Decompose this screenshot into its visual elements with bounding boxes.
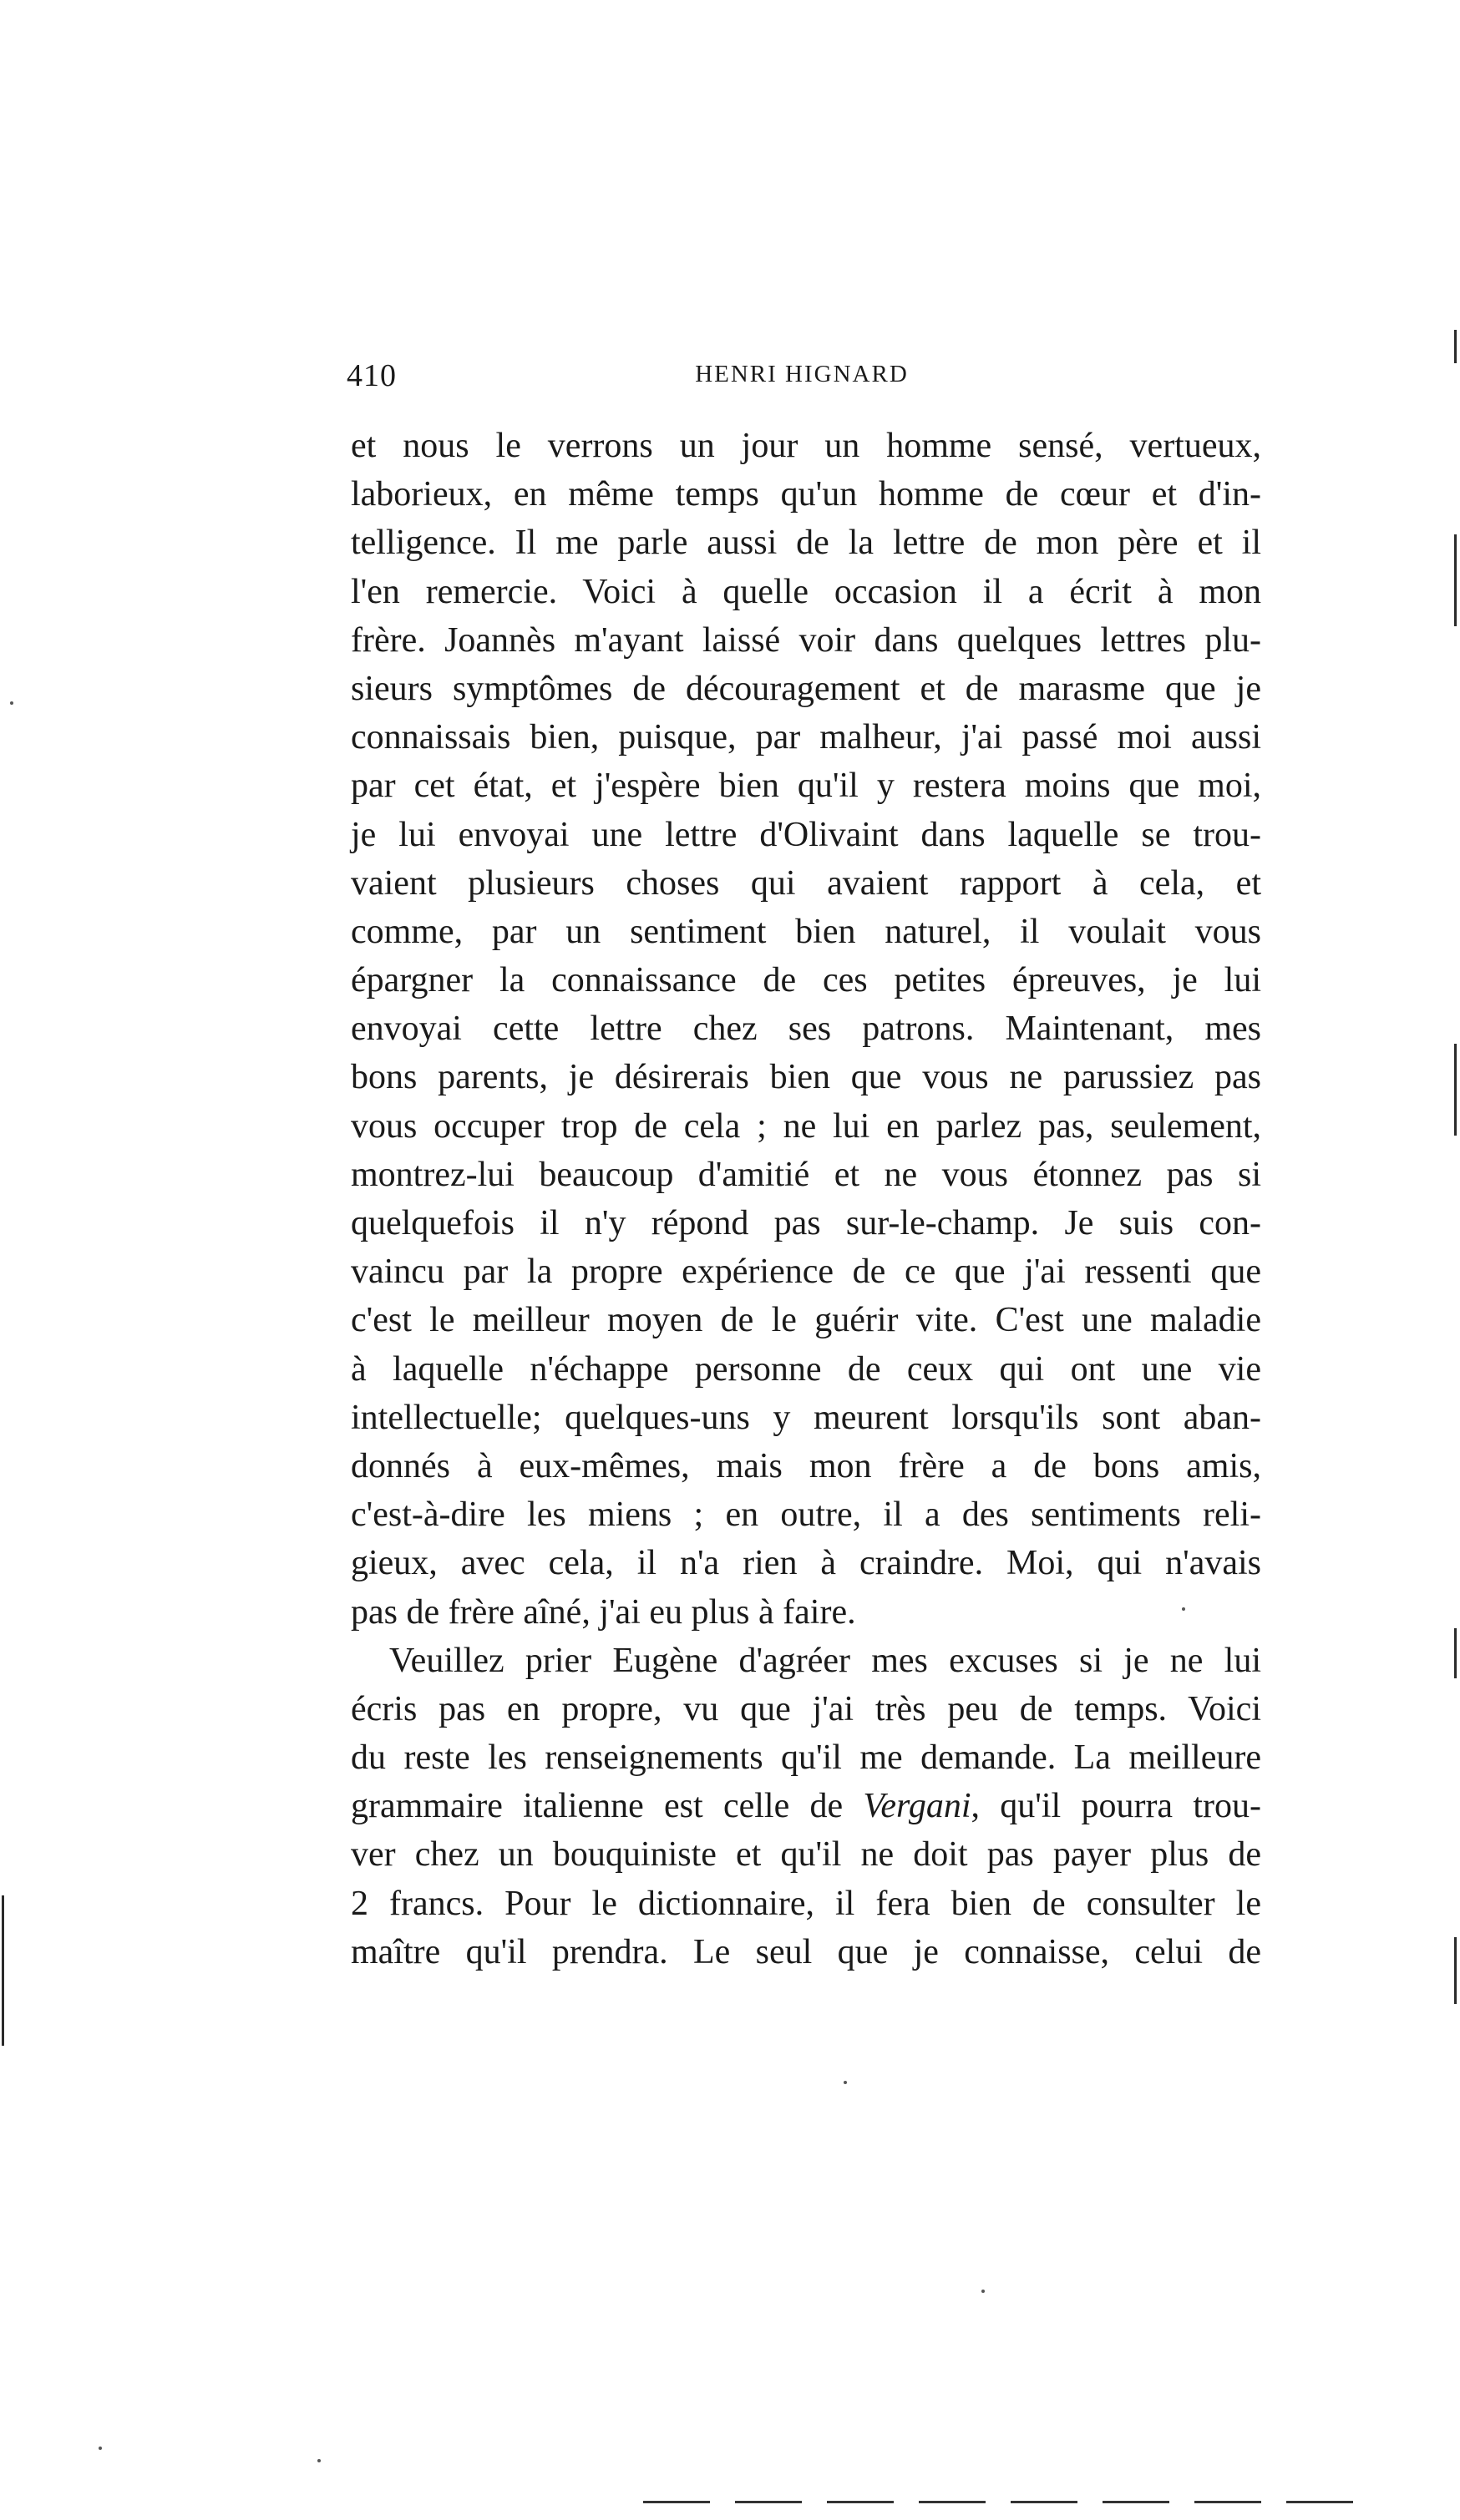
text-line: montrez-lui beaucoup d'amitié et ne vous étonnez pas si [351, 1155, 1261, 1194]
scan-speck [10, 701, 13, 705]
text-line: du reste les renseignements qu'il me demande. La meilleure [351, 1738, 1261, 1778]
text-line: épargner la connaissance de ces petites épreuves, je lui [351, 961, 1261, 1000]
text-line: bons parents, je désirerais bien que vous ne parussiez pas [351, 1058, 1261, 1097]
text-line: laborieux, en même temps qu'un homme de cœur et d'in- [351, 475, 1261, 514]
text-line: telligence. Il me parle aussi de la lettre de mon père et il [351, 524, 1261, 563]
paragraph-start-line: Veuillez prier Eugène d'agréer mes excuses si je ne lui [389, 1641, 1261, 1680]
text-line: maître qu'il prendra. Le seul que je connaisse, celui de [351, 1932, 1261, 1971]
line-text: grammaire italienne est celle de [351, 1787, 864, 1826]
text-line: vous occuper trop de cela ; ne lui en parlez pas, seulement, [351, 1106, 1261, 1146]
text-line: et nous le verrons un jour un homme sensé, vertueux, [351, 427, 1261, 465]
page-header [347, 357, 1265, 399]
text-line: ver chez un bouquiniste et qu'il ne doit pas payer plus de [351, 1835, 1261, 1875]
text-line: 2 francs. Pour le dictionnaire, il fera bien de consulter le [351, 1884, 1261, 1923]
running-head: HENRI HIGNARD [695, 361, 909, 387]
scan-speck [99, 2447, 102, 2450]
scan-speck [844, 2081, 847, 2084]
paragraph-end-line: pas de frère aîné, j'ai eu plus à faire. [351, 1592, 856, 1632]
text-line: c'est le meilleur moyen de le guérir vite. C'est une maladie [351, 1301, 1261, 1340]
italic-title: Vergani [863, 1787, 971, 1826]
scan-speck [981, 2290, 985, 2293]
scan-edge-mark [1454, 330, 1457, 363]
text-line: frère. Joannès m'ayant laissé voir dans quelques lettres plu- [351, 620, 1261, 660]
scan-edge-mark [1454, 1628, 1457, 1678]
text-line: écris pas en propre, vu que j'ai très peu de temps. Voici [351, 1689, 1261, 1728]
text-line: intellectuelle; quelques-uns y meurent lorsqu'ils sont aban- [351, 1398, 1261, 1437]
body-text [351, 422, 1261, 1976]
scan-edge-mark [2, 1895, 4, 2046]
text-line: envoyai cette lettre chez ses patrons. Maintenant, mes [351, 1010, 1261, 1049]
scan-speck [317, 2459, 321, 2462]
text-line: connaissais bien, puisque, par malheur, j'ai passé moi aussi [351, 718, 1261, 757]
scan-speck [1182, 1607, 1185, 1611]
text-line: je lui envoyai une lettre d'Olivaint dans laquelle se trou- [351, 815, 1261, 854]
scan-edge-mark [1454, 1044, 1457, 1136]
scan-edge-mark [1454, 534, 1457, 626]
text-line-with-italic [351, 1782, 1261, 1830]
line-text: , qu'il pourra trou- [971, 1787, 1261, 1826]
text-line: vaient plusieurs choses qui avaient rapport à cela, et [351, 863, 1261, 903]
text-line: à laquelle n'échappe personne de ceux qui ont une vie [351, 1349, 1261, 1389]
scan-footer-dashes [643, 2501, 1378, 2503]
text-line: gieux, avec cela, il n'a rien à craindre. Moi, qui n'avais [351, 1544, 1261, 1583]
text-line: par cet état, et j'espère bien qu'il y restera moins que moi, [351, 767, 1261, 806]
text-line: quelquefois il n'y répond pas sur-le-champ. Je suis con- [351, 1204, 1261, 1242]
text-line: sieurs symptômes de découragement et de marasme que je [351, 669, 1261, 708]
text-line: donnés à eux-mêmes, mais mon frère a de bons amis, [351, 1446, 1261, 1485]
page-number: 410 [347, 358, 397, 393]
text-line: c'est-à-dire les miens ; en outre, il a des sentiments reli- [351, 1495, 1261, 1535]
text-line: l'en remercie. Voici à quelle occasion il a écrit à mon [351, 572, 1261, 611]
text-line: comme, par un sentiment bien naturel, il voulait vous [351, 912, 1261, 951]
scan-edge-mark [1454, 1937, 1457, 2004]
text-line: vaincu par la propre expérience de ce que j'ai ressenti que [351, 1252, 1261, 1292]
